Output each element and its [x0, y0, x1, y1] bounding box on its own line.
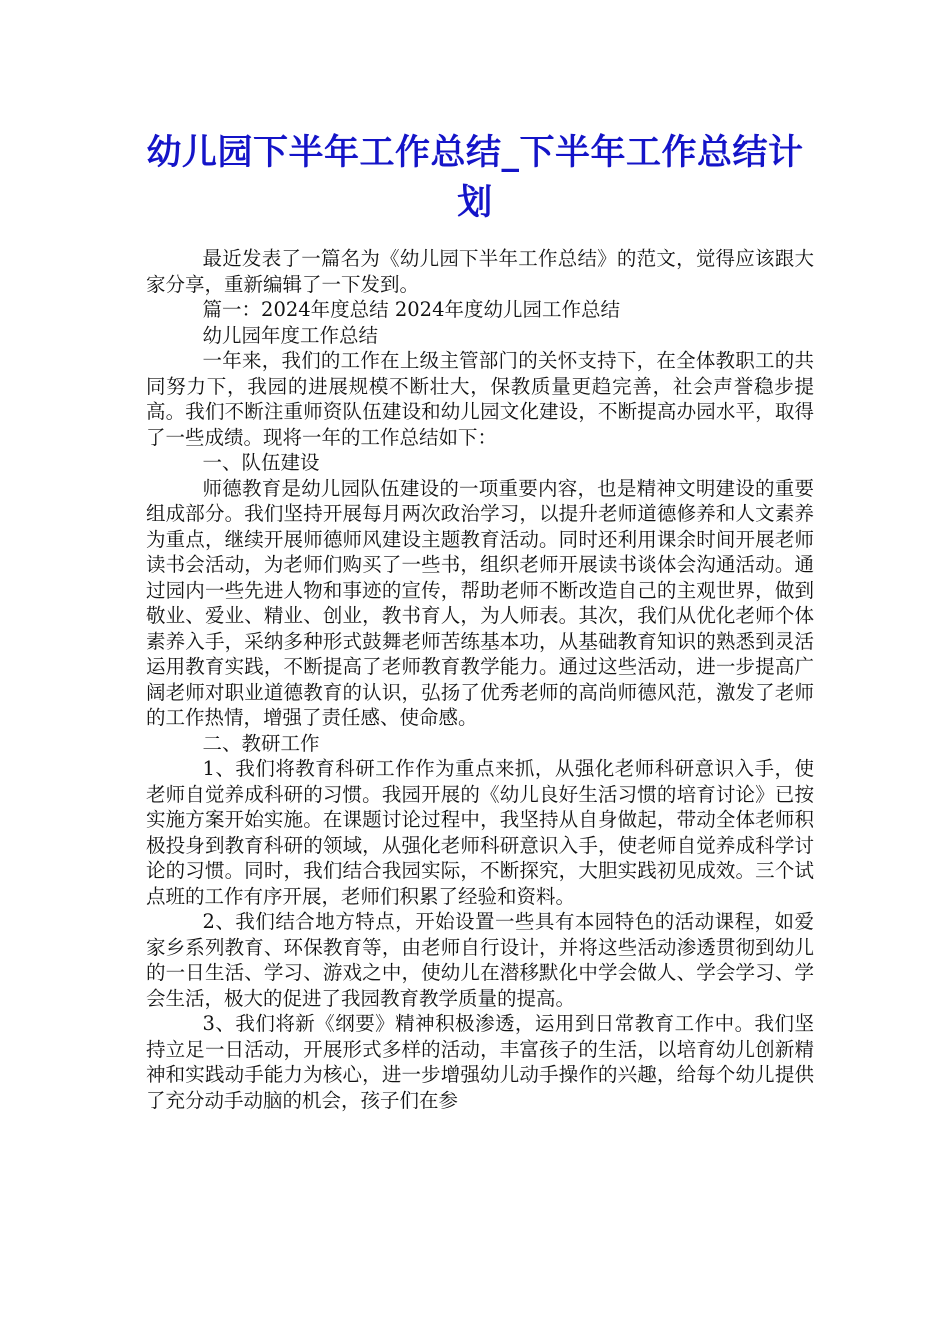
document-title: 幼儿园下半年工作总结_下半年工作总结计划: [146, 133, 804, 223]
heading-teaching-research: 二、教研工作: [202, 731, 320, 755]
heading-team-building: 一、队伍建设: [202, 451, 320, 474]
research-item-3: 3、我们将新《纲要》精神积极渗透，运用到日常教育工作中。我们坚持立足一日活动，开展形式多样的活动，丰富孩子的生活，以培育幼儿创新精神和实践动手能力为核心，进一步增强幼儿动手操作的兴趣，给每个幼儿提供了充分动手动脑的机会，孩子们在参: [146, 1012, 814, 1112]
intro-paragraph: 最近发表了一篇名为《幼儿园下半年工作总结》的范文，觉得应该跟大家分享，重新编辑了一下发到。: [146, 247, 814, 296]
section-heading-part-one: 篇一：2024年度总结 2024年度幼儿园工作总结: [202, 298, 620, 321]
subheading-annual-summary: 幼儿园年度工作总结: [202, 323, 379, 347]
research-item-2: 2、我们结合地方特点，开始设置一些具有本园特色的活动课程，如爱家乡系列教育、环保教育等，由老师自行设计，并将这些活动渗透贯彻到幼儿的一日生活、学习、游戏之中，使幼儿在潜移默化中学会做人、学会学习、学会生活，极大的促进了我园教育教学质量的提高。: [146, 910, 814, 1010]
overview-paragraph: 一年来，我们的工作在上级主管部门的关怀支持下，在全体教职工的共同努力下，我园的进展规模不断壮大，保教质量更趋完善，社会声誉稳步提高。我们不断注重师资队伍建设和幼儿园文化建设，不断提高办园水平，取得了一些成绩。现将一年的工作总结如下：: [146, 349, 814, 449]
research-item-1: 1、我们将教育科研工作作为重点来抓，从强化老师科研意识入手，使老师自觉养成科研的习惯。我园开展的《幼儿良好生活习惯的培育讨论》已按实施方案开始实施。在课题讨论过程中，我坚持从自身做起，带动全体老师积极投身到教育科研的领域，从强化老师科研意识入手，使老师自觉养成科学讨论的习惯。同时，我们结合我园实际，不断探究，大胆实践初见成效。三个试点班的工作有序开展，老师们积累了经验和资料。: [146, 757, 814, 908]
document-body: [146, 246, 814, 1113]
team-building-paragraph: 师德教育是幼儿园队伍建设的一项重要内容，也是精神文明建设的重要组成部分。我们坚持开展每月两次政治学习，以提升老师道德修养和人文素养为重点，继续开展师德师风建设主题教育活动。同时还利用课余时间开展老师读书会活动，为老师们购买了一些书，组织老师开展读书谈体会沟通活动。通过园内一些先进人物和事迹的宣传，帮助老师不断改造自己的主观世界，做到敬业、爱业、精业、创业，教书育人，为人师表。其次，我们从优化老师个体素养入手，采纳多种形式鼓舞老师苦练基本功，从基础教育知识的熟悉到灵活运用教育实践，不断提高了老师教育教学能力。通过这些活动，进一步提高广阔老师对职业道德教育的认识，弘扬了优秀老师的高尚师德风范，激发了老师的工作热情，增强了责任感、使命感。: [146, 476, 814, 729]
